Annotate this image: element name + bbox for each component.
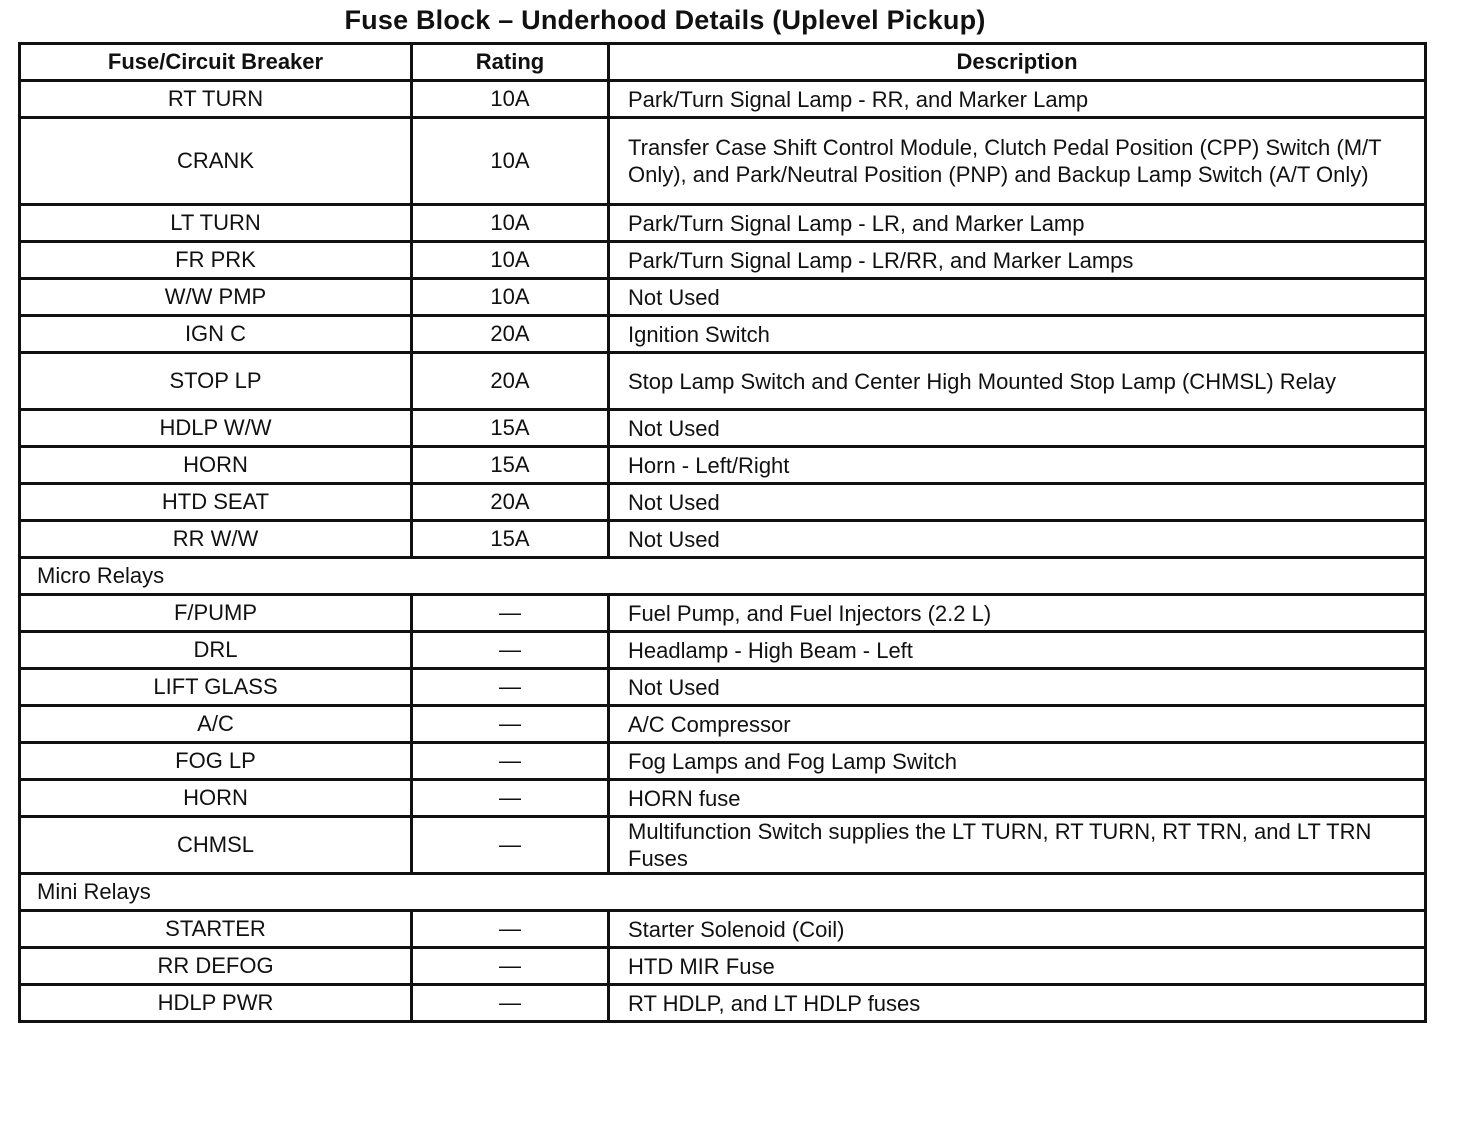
table-row (20, 706, 1426, 743)
relay-description: Starter Solenoid (Coil) (609, 911, 1426, 948)
relay-description: Multifunction Switch supplies the LT TURN, RT TURN, RT TRN, and LT TRN Fuses (609, 817, 1426, 874)
table-row (20, 632, 1426, 669)
fuse-table (18, 42, 1427, 1023)
relay-description: Fog Lamps and Fog Lamp Switch (609, 743, 1426, 780)
table-row (20, 316, 1426, 353)
relay-rating: — (412, 948, 609, 985)
relay-name: HORN (20, 780, 412, 817)
column-header-description: Description (609, 44, 1426, 81)
fuse-rating: 10A (412, 118, 609, 205)
table-row (20, 985, 1426, 1022)
relay-name: STARTER (20, 911, 412, 948)
section-label-mini-relays: Mini Relays (20, 874, 1426, 911)
fuse-name: LT TURN (20, 205, 412, 242)
fuse-description: Transfer Case Shift Control Module, Clutch Pedal Position (CPP) Switch (M/T Only), and Park/Neutral Position (PNP) and Backup Lamp Switch (A/T Only) (609, 118, 1426, 205)
fuse-rating: 20A (412, 484, 609, 521)
table-row (20, 484, 1426, 521)
fuse-description: Ignition Switch (609, 316, 1426, 353)
fuse-rating: 15A (412, 521, 609, 558)
table-row (20, 669, 1426, 706)
fuse-rating: 15A (412, 447, 609, 484)
fuse-description: Not Used (609, 521, 1426, 558)
fuse-description: Not Used (609, 279, 1426, 316)
relay-description: HORN fuse (609, 780, 1426, 817)
section-row (20, 874, 1426, 911)
fuse-rating: 20A (412, 353, 609, 410)
fuse-name: W/W PMP (20, 279, 412, 316)
relay-rating: — (412, 706, 609, 743)
fuse-rating: 10A (412, 242, 609, 279)
table-row (20, 521, 1426, 558)
table-row (20, 948, 1426, 985)
table-row (20, 743, 1426, 780)
relay-name: RR DEFOG (20, 948, 412, 985)
relay-name: FOG LP (20, 743, 412, 780)
relay-name: HDLP PWR (20, 985, 412, 1022)
fuse-name: FR PRK (20, 242, 412, 279)
relay-description: Not Used (609, 669, 1426, 706)
relay-rating: — (412, 780, 609, 817)
fuse-name: HORN (20, 447, 412, 484)
relay-description: HTD MIR Fuse (609, 948, 1426, 985)
relay-rating: — (412, 817, 609, 874)
fuse-rating: 15A (412, 410, 609, 447)
relay-description: A/C Compressor (609, 706, 1426, 743)
relay-description: Fuel Pump, and Fuel Injectors (2.2 L) (609, 595, 1426, 632)
section-row (20, 558, 1426, 595)
fuse-rating: 10A (412, 205, 609, 242)
relay-rating: — (412, 632, 609, 669)
relay-name: A/C (20, 706, 412, 743)
fuse-name: RT TURN (20, 81, 412, 118)
table-row (20, 205, 1426, 242)
relay-rating: — (412, 985, 609, 1022)
relay-rating: — (412, 595, 609, 632)
fuse-name: STOP LP (20, 353, 412, 410)
table-row (20, 279, 1426, 316)
relay-name: LIFT GLASS (20, 669, 412, 706)
relay-description: RT HDLP, and LT HDLP fuses (609, 985, 1426, 1022)
table-row (20, 353, 1426, 410)
fuse-description: Park/Turn Signal Lamp - RR, and Marker Lamp (609, 81, 1426, 118)
relay-name: DRL (20, 632, 412, 669)
fuse-description: Not Used (609, 410, 1426, 447)
table-row (20, 911, 1426, 948)
table-row (20, 118, 1426, 205)
page-title: Fuse Block – Underhood Details (Uplevel Pickup) (344, 5, 986, 35)
relay-rating: — (412, 911, 609, 948)
table-row (20, 817, 1426, 874)
table-row (20, 447, 1426, 484)
fuse-rating: 20A (412, 316, 609, 353)
fuse-description: Not Used (609, 484, 1426, 521)
relay-description: Headlamp - High Beam - Left (609, 632, 1426, 669)
table-row (20, 242, 1426, 279)
fuse-rating: 10A (412, 81, 609, 118)
fuse-description: Stop Lamp Switch and Center High Mounted Stop Lamp (CHMSL) Relay (609, 353, 1426, 410)
relay-name: F/PUMP (20, 595, 412, 632)
fuse-name: HTD SEAT (20, 484, 412, 521)
section-label-micro-relays: Micro Relays (20, 558, 1426, 595)
fuse-name: RR W/W (20, 521, 412, 558)
relay-name: CHMSL (20, 817, 412, 874)
header-row (20, 44, 1426, 81)
fuse-description: Park/Turn Signal Lamp - LR, and Marker Lamp (609, 205, 1426, 242)
table-row (20, 595, 1426, 632)
fuse-rating: 10A (412, 279, 609, 316)
column-header-rating: Rating (412, 44, 609, 81)
fuse-description: Park/Turn Signal Lamp - LR/RR, and Marker Lamps (609, 242, 1426, 279)
fuse-name: CRANK (20, 118, 412, 205)
table-row (20, 410, 1426, 447)
column-header-fuse: Fuse/Circuit Breaker (20, 44, 412, 81)
fuse-name: HDLP W/W (20, 410, 412, 447)
relay-rating: — (412, 743, 609, 780)
table-row (20, 780, 1426, 817)
table-row (20, 81, 1426, 118)
fuse-name: IGN C (20, 316, 412, 353)
relay-rating: — (412, 669, 609, 706)
fuse-description: Horn - Left/Right (609, 447, 1426, 484)
